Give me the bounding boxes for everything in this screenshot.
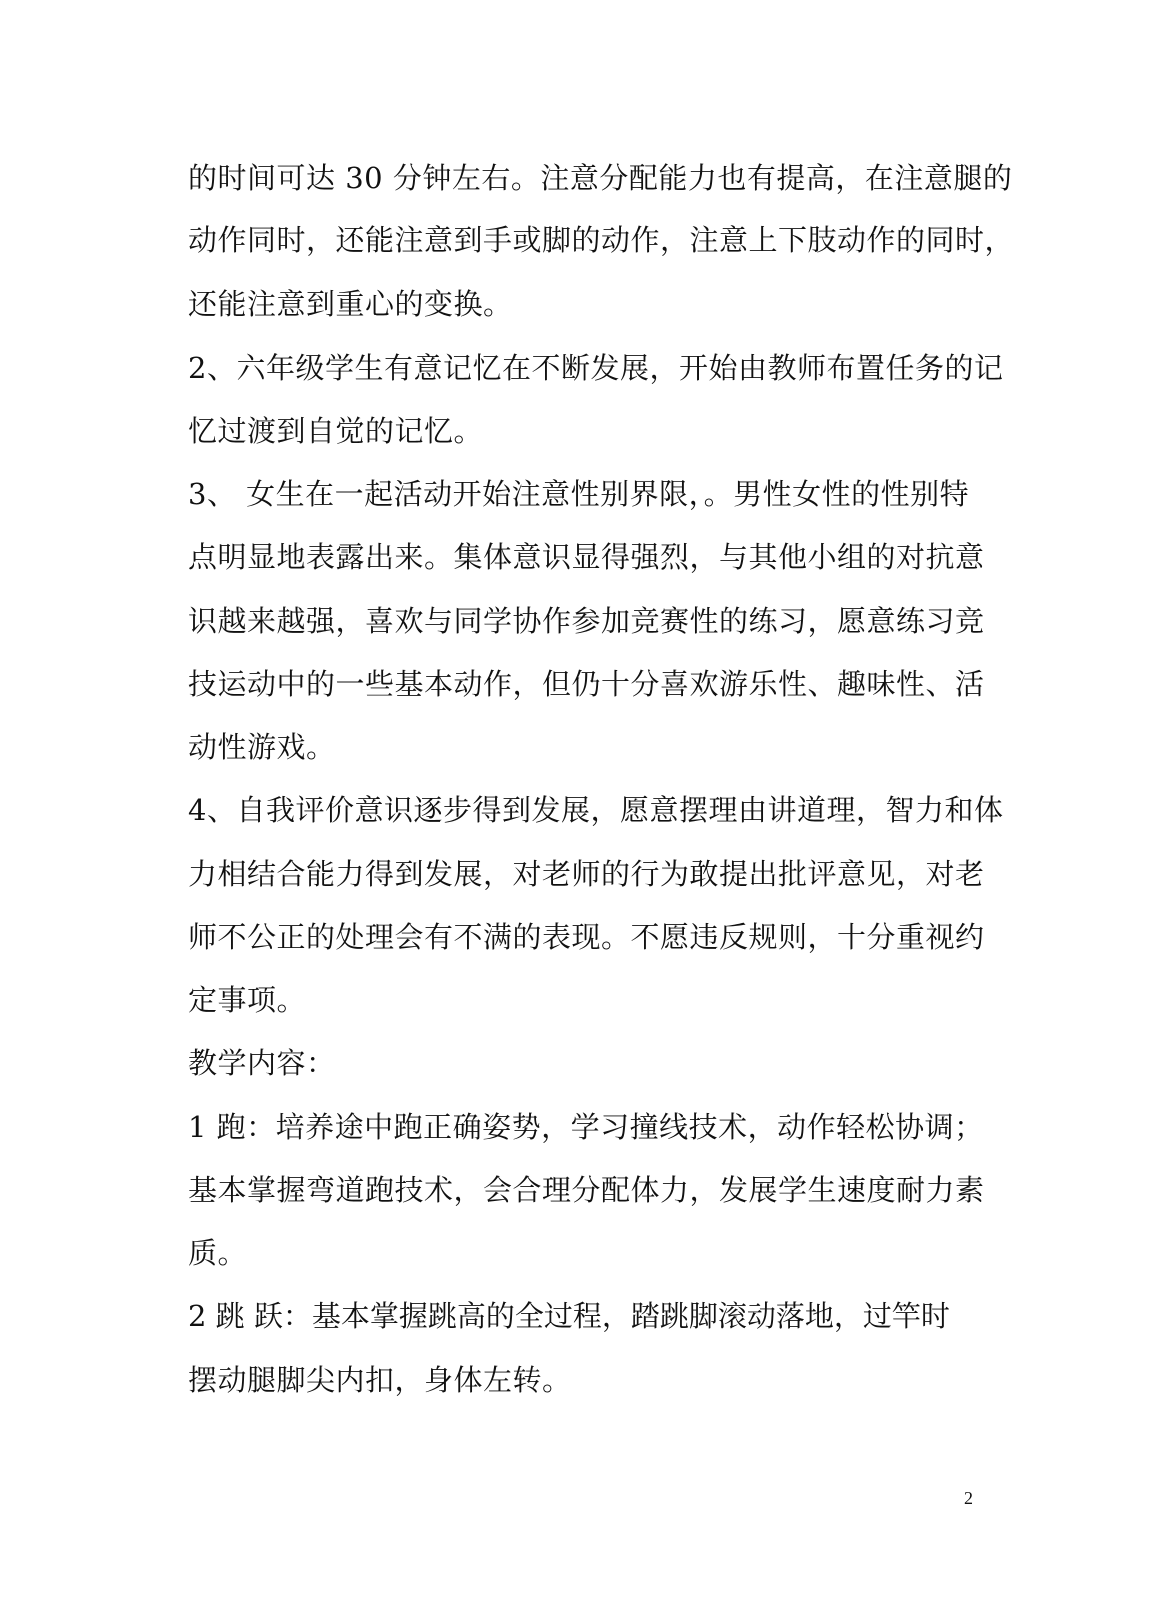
text-line-12: 力相结合能力得到发展，对老师的行为敢提出批评意见，对老 <box>188 857 985 891</box>
text-line-18: 质。 <box>188 1236 248 1270</box>
text-line-8: 识越来越强，喜欢与同学协作参加竞赛性的练习，愿意练习竞 <box>188 604 985 638</box>
section-heading-teaching-content: 教学内容： <box>188 1046 336 1080</box>
text-line-13: 师不公正的处理会有不满的表现。不愿违反规则，十分重视约 <box>188 920 985 954</box>
text-line-14: 定事项。 <box>188 983 307 1017</box>
text-line-19: 2 跳 跃：基本掌握跳高的全过程，踏跳脚滚动落地，过竿时 <box>188 1299 950 1333</box>
text-line-1: 的时间可达 30 分钟左右。注意分配能力也有提高，在注意腿的 <box>188 161 1013 195</box>
text-line-5: 忆过渡到自觉的记忆。 <box>188 414 484 448</box>
text-line-16: 1 跑：培养途中跑正确姿势，学习撞线技术，动作轻松协调； <box>188 1110 984 1144</box>
text-line-20: 摆动腿脚尖内扣，身体左转。 <box>188 1363 572 1397</box>
text-line-7: 点明显地表露出来。集体意识显得强烈，与其他小组的对抗意 <box>188 540 985 574</box>
page-number: 2 <box>964 1488 973 1508</box>
text-line-11: 4、自我评价意识逐步得到发展，愿意摆理由讲道理，智力和体 <box>188 793 1004 827</box>
text-line-10: 动性游戏。 <box>188 730 336 764</box>
text-line-2: 动作同时，还能注意到手或脚的动作，注意上下肢动作的同时， <box>188 223 1015 257</box>
text-line-4: 2、六年级学生有意记忆在不断发展，开始由教师布置任务的记 <box>188 351 1004 385</box>
text-line-17: 基本掌握弯道跑技术，会合理分配体力，发展学生速度耐力素 <box>188 1173 985 1207</box>
text-line-3: 还能注意到重心的变换。 <box>188 287 513 321</box>
text-line-6: 3、 女生在一起活动开始注意性别界限，。男性女性的性别特 <box>188 477 970 511</box>
text-line-9: 技运动中的一些基本动作，但仍十分喜欢游乐性、趣味性、活 <box>188 667 985 701</box>
